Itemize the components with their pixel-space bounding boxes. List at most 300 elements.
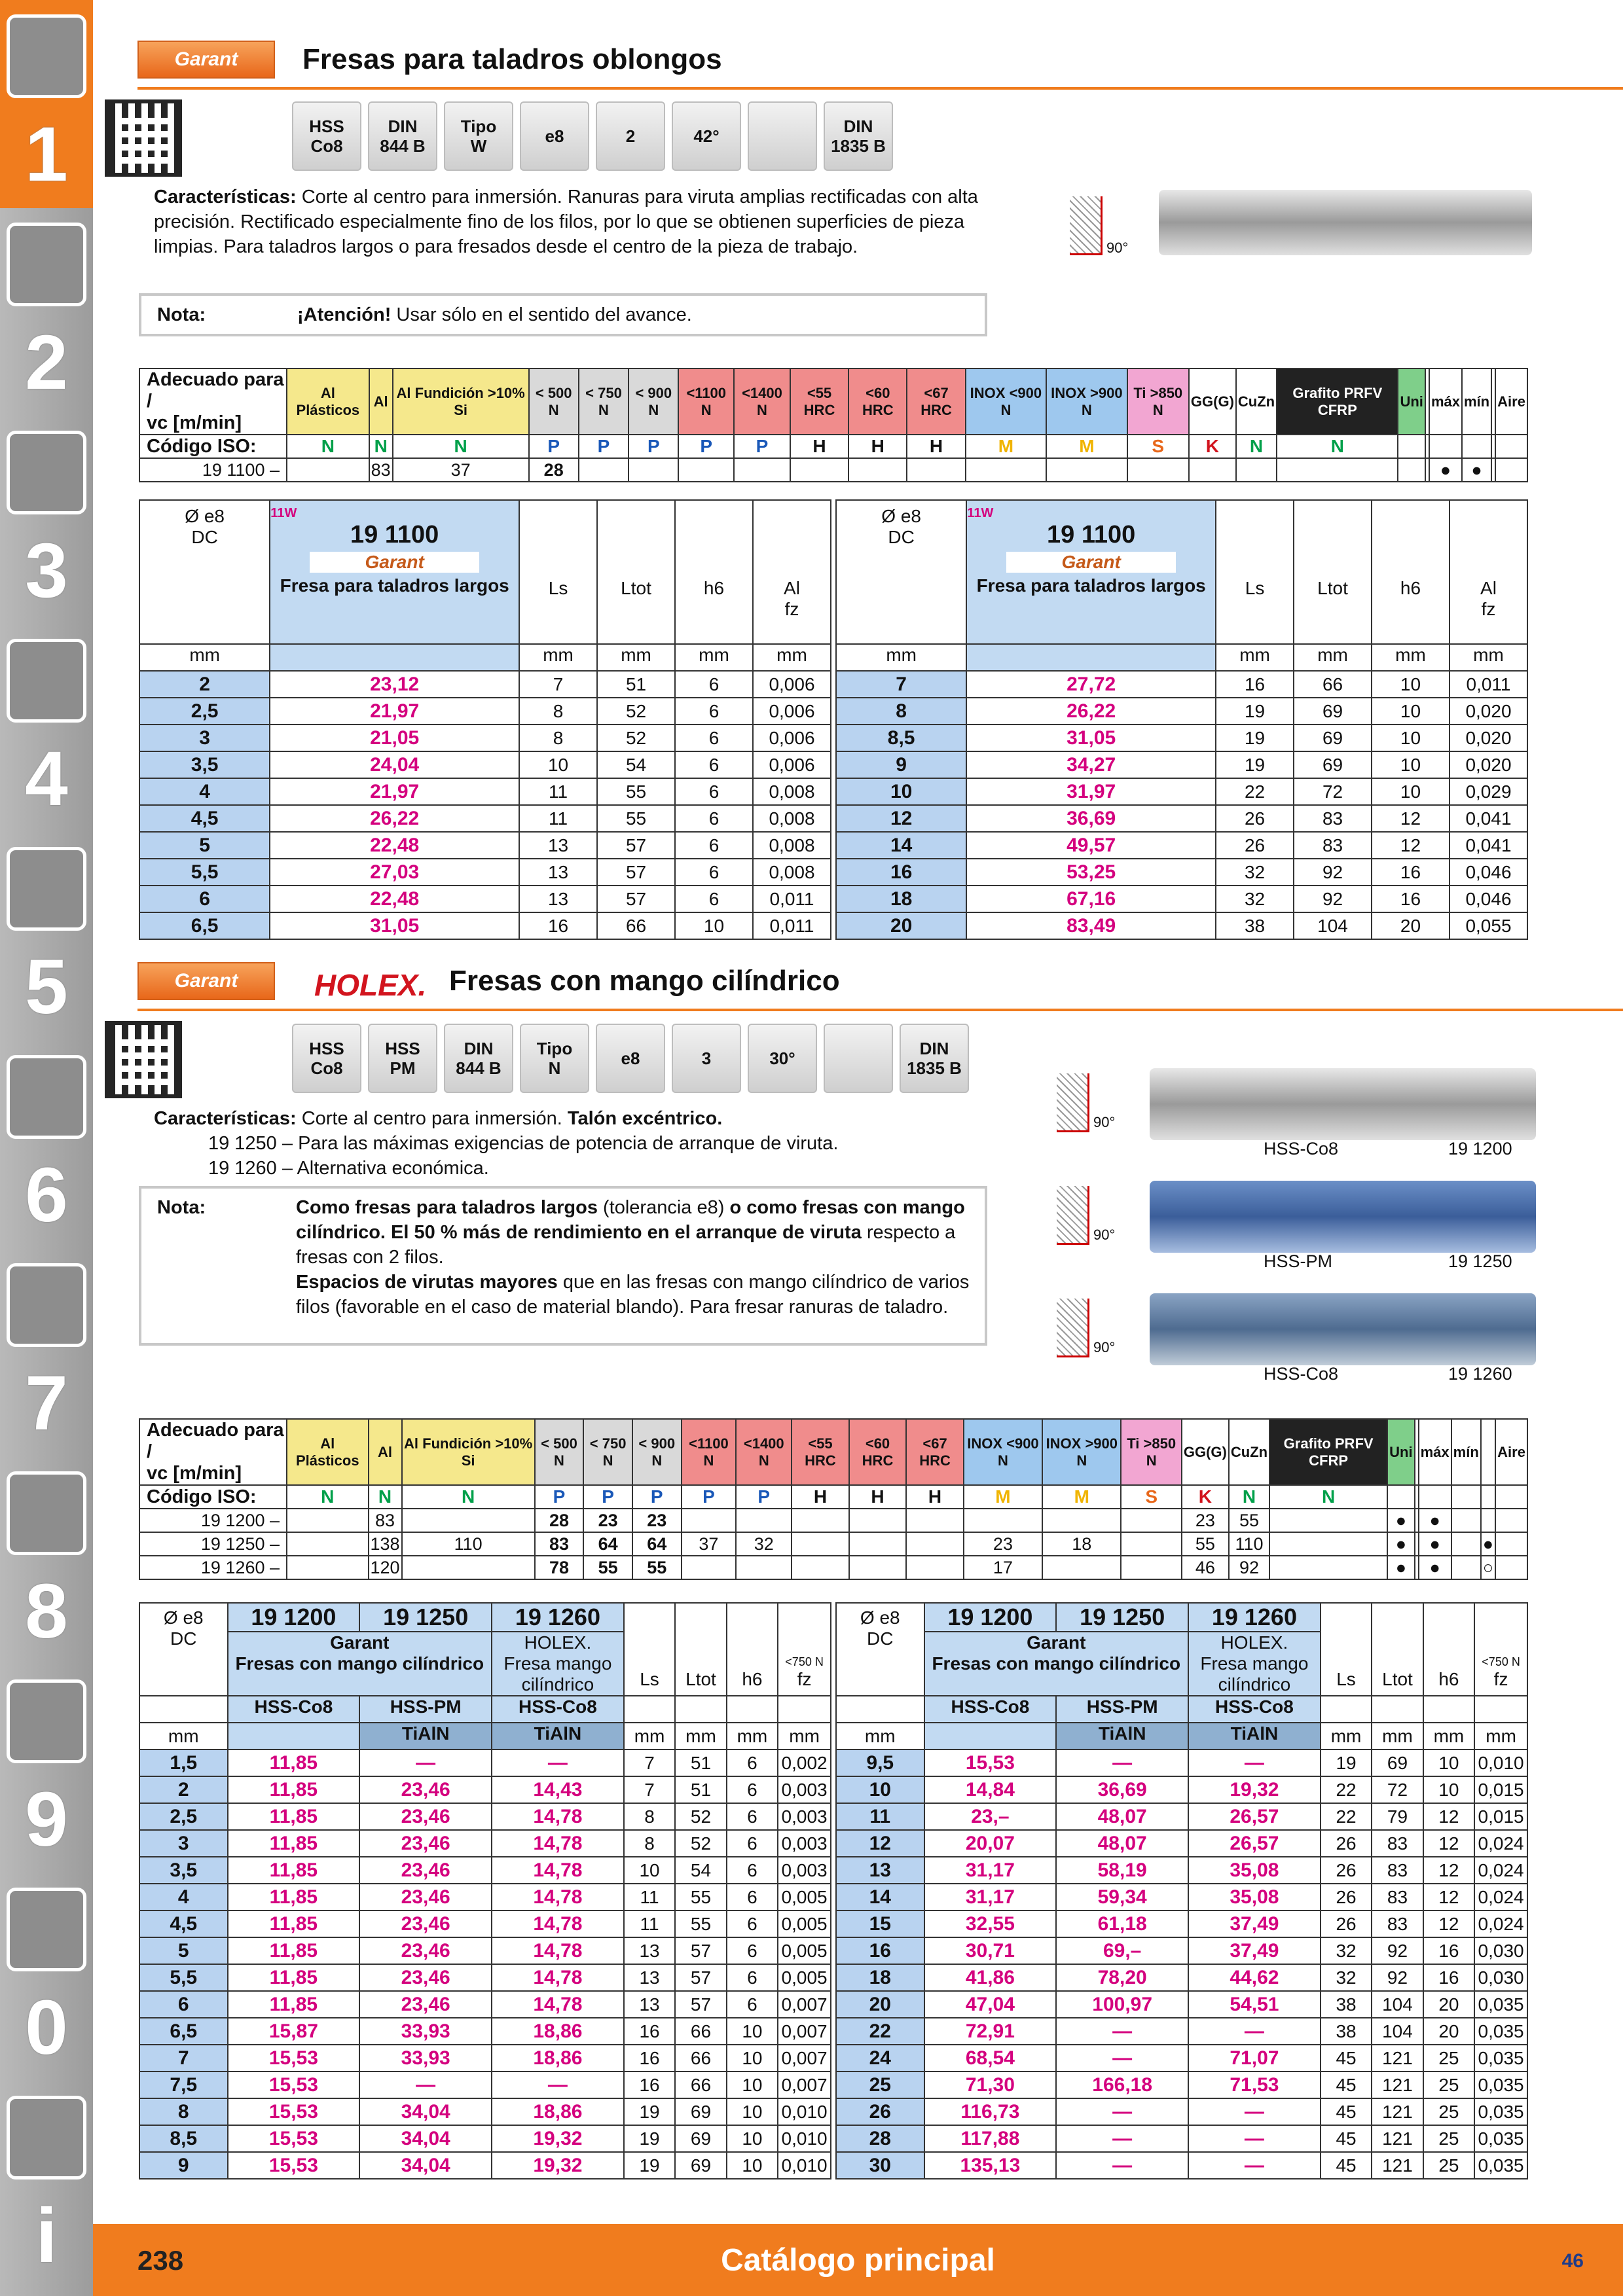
cutting-speed: 110 [402, 1532, 535, 1556]
sidebar-tab-4[interactable] [0, 624, 93, 833]
material-col: INOX <900 N [966, 368, 1046, 435]
table-row [836, 832, 1527, 859]
dim-value: 26 [1216, 832, 1294, 859]
header-cell: Ø e8 DC [139, 500, 270, 644]
iso-code: P [583, 1485, 632, 1509]
cutting-speed: ● [1429, 458, 1462, 482]
page-number: 238 [137, 2245, 184, 2276]
coating-cell: TiAlN [359, 1723, 492, 1749]
material-col: máx [1429, 368, 1462, 435]
cutting-speed: 36,69 [1056, 1776, 1188, 1803]
property-chip: HSS PM [368, 1024, 437, 1093]
dim-value: 7 [519, 671, 597, 698]
iso-code: H [792, 1485, 849, 1509]
cutting-speed [1451, 1509, 1481, 1532]
cutting-speed: 23,46 [359, 1803, 492, 1830]
cutting-speed: 34,04 [359, 2098, 492, 2125]
table-row [836, 1830, 1527, 1857]
dim-value: 22 [1321, 1803, 1372, 1830]
cutting-speed: — [1056, 1749, 1188, 1776]
iso-label: Código ISO: [139, 1485, 287, 1509]
diameter: 4 [139, 1884, 228, 1910]
dim-value: 10 [727, 2072, 778, 2098]
sidebar-tab-i[interactable] [0, 2081, 93, 2289]
dim-value: 0,011 [1450, 671, 1527, 698]
dim-value: 104 [1294, 912, 1372, 939]
dim-value: 12 [1423, 1910, 1474, 1937]
property-icons-2 [292, 1024, 969, 1093]
cutting-speed: 37 [393, 458, 529, 482]
dim-value: 16 [624, 2072, 675, 2098]
material-col: GG(G) [1182, 1419, 1229, 1485]
cutting-speed: ● [1419, 1509, 1451, 1532]
unit-cell [270, 644, 519, 671]
sidebar-tab-0[interactable] [0, 1873, 93, 2081]
table-row [836, 2072, 1527, 2098]
dim-value: 12 [1423, 1830, 1474, 1857]
diameter: 7,5 [139, 2072, 228, 2098]
section-title-1: Fresas para taladros oblongos [302, 43, 722, 75]
iso-code [1419, 1485, 1451, 1509]
dim-value: 10 [1372, 671, 1450, 698]
property-chip [824, 1024, 893, 1093]
material-col: < 500 N [535, 1419, 584, 1485]
unit-cell: mm [1321, 1723, 1372, 1749]
cutting-speed [849, 1532, 907, 1556]
dim-value: 12 [1372, 832, 1450, 859]
cutting-speed: 11,85 [228, 1830, 360, 1857]
iso-code: M [1042, 1485, 1121, 1509]
cutting-speed [682, 1509, 737, 1532]
tool-material: HSS-Co8 [1264, 1139, 1339, 1158]
dim-value: 20 [1423, 2018, 1474, 2045]
material-col: < 900 N [632, 1419, 682, 1485]
cutting-speed: 61,18 [1056, 1910, 1188, 1937]
iso-code: N [1277, 435, 1398, 458]
dim-value: 32 [1216, 859, 1294, 886]
unit-cell: mm [1372, 1723, 1423, 1749]
dim-value: 45 [1321, 2125, 1372, 2152]
sidebar-tab-9[interactable] [0, 1665, 93, 1873]
coating-cell: TiAlN [1056, 1723, 1188, 1749]
dim-value: 0,007 [778, 2045, 831, 2072]
sidebar-tab-6[interactable] [0, 1041, 93, 1249]
cutting-speed: 17 [964, 1556, 1042, 1579]
diameter: 3 [139, 1830, 228, 1857]
diameter: 6,5 [139, 912, 270, 939]
cutting-speed: 33,93 [359, 2018, 492, 2045]
diameter: 22 [836, 2018, 924, 2045]
dim-value: 0,006 [753, 725, 831, 751]
cutting-speed: ● [1481, 1532, 1495, 1556]
property-chip: e8 [520, 101, 589, 171]
cutting-speed: 78 [535, 1556, 584, 1579]
dim-value: 26 [1321, 1884, 1372, 1910]
dim-header [836, 500, 1527, 644]
article-header: 19 1250 [359, 1603, 492, 1632]
cutting-speed: 23,46 [359, 1991, 492, 2018]
dim-value: 11 [624, 1910, 675, 1937]
dim-value: 0,010 [778, 2098, 831, 2125]
cutting-speed [849, 1556, 907, 1579]
cutting-speed: 11,85 [228, 1937, 360, 1964]
tool-material: HSS-PM [1264, 1251, 1333, 1271]
catalog-title: Catálogo principal [721, 2243, 995, 2278]
article-header: 19 1200 [228, 1603, 360, 1632]
blank [675, 1696, 726, 1723]
chapter-0-icon [7, 1888, 86, 1971]
material-col: mín [1462, 368, 1491, 435]
iso-code [1462, 435, 1491, 458]
cutting-speed: 14,78 [492, 1910, 624, 1937]
cutting-speed [906, 1509, 964, 1532]
diameter: 5 [139, 1937, 228, 1964]
cutting-speed: 83,49 [966, 912, 1216, 939]
dim-value: 13 [624, 1964, 675, 1991]
cutting-speed: 14,78 [492, 1857, 624, 1884]
cutting-speed: 31,05 [270, 912, 519, 939]
suit-header-row [139, 368, 1527, 435]
dim-value: 6 [675, 698, 753, 725]
dim-value: 0,006 [753, 751, 831, 778]
chapter-number: 5 [25, 944, 68, 1030]
table-row [139, 2072, 831, 2098]
iso-code [1451, 1485, 1481, 1509]
cutting-speed: 138 [369, 1532, 402, 1556]
cutting-speed: 33,93 [359, 2045, 492, 2072]
dim-value: 121 [1372, 2045, 1423, 2072]
material-col: GG(G) [1189, 368, 1236, 435]
diameter: 9 [139, 2152, 228, 2179]
dim-value: 26 [1321, 1910, 1372, 1937]
header-cell: Ls [1216, 500, 1294, 644]
cutting-speed: 32 [736, 1532, 792, 1556]
dim-value: 8 [519, 698, 597, 725]
qr-code-icon[interactable] [105, 99, 182, 177]
dim-value: 0,002 [778, 1749, 831, 1776]
sidebar-tab-1[interactable] [0, 0, 93, 208]
unit-cell: mm [675, 644, 753, 671]
diameter: 12 [836, 1830, 924, 1857]
cutting-speed: 92 [1229, 1556, 1269, 1579]
sidebar-tab-8[interactable] [0, 1457, 93, 1665]
dim-value: 51 [675, 1749, 726, 1776]
dim-value: 11 [624, 1884, 675, 1910]
cutting-speed: — [359, 2072, 492, 2098]
table-row [139, 671, 831, 698]
cutting-speed [1398, 458, 1425, 482]
dim-value: 19 [1216, 751, 1294, 778]
dim-value: 121 [1372, 2152, 1423, 2179]
dim-value: 52 [597, 698, 675, 725]
cutting-speed [1121, 1509, 1181, 1532]
cutting-speed: ● [1419, 1556, 1451, 1579]
dim-value: 10 [727, 2045, 778, 2072]
angle-diagram [1057, 1073, 1089, 1132]
diameter: 3,5 [139, 751, 270, 778]
sidebar-tab-7[interactable] [0, 1249, 93, 1457]
dim-value: 57 [597, 886, 675, 912]
dimension-table-1-left [139, 499, 831, 940]
dim-value: 26 [1321, 1830, 1372, 1857]
iso-code [1495, 1485, 1527, 1509]
cutting-speed [1121, 1556, 1181, 1579]
unit-cell: mm [1216, 644, 1294, 671]
cutting-speed: — [1056, 2045, 1188, 2072]
iso-code: N [393, 435, 529, 458]
material-col: Aire [1495, 368, 1527, 435]
iso-code: N [369, 1485, 402, 1509]
cutting-speed: 34,27 [966, 751, 1216, 778]
dim-value: 0,010 [778, 2125, 831, 2152]
iso-code [1429, 435, 1462, 458]
cutting-speed: 49,57 [966, 832, 1216, 859]
dim-value: 6 [727, 1830, 778, 1857]
property-chip: HSS Co8 [292, 1024, 361, 1093]
property-chip: e8 [596, 1024, 665, 1093]
dim-value: 0,007 [778, 2072, 831, 2098]
table-row [836, 1991, 1527, 2018]
property-chip: DIN 844 B [444, 1024, 513, 1093]
cutting-speed [1269, 1556, 1387, 1579]
cutting-speed: 55 [632, 1556, 682, 1579]
table-row [139, 886, 831, 912]
iso-code: N [287, 435, 369, 458]
iso-code [1398, 435, 1425, 458]
dim-value: 92 [1294, 859, 1372, 886]
property-icons-1 [292, 101, 893, 171]
chapter-i-icon [7, 2096, 86, 2179]
dim-value: 6 [675, 671, 753, 698]
diameter: 16 [836, 1937, 924, 1964]
unit-cell: mm [139, 1723, 228, 1749]
dim-value: 45 [1321, 2098, 1372, 2125]
unit-cell: mm [1474, 1723, 1527, 1749]
cutting-speed: 21,05 [270, 725, 519, 751]
dim-value: 6 [675, 725, 753, 751]
material-col: Al [369, 368, 393, 435]
material-row [139, 1696, 831, 1723]
cutting-speed [1269, 1509, 1387, 1532]
material-cell: HSS-Co8 [228, 1696, 360, 1723]
article-header: 19 1250 [1056, 1603, 1188, 1632]
material-cell: HSS-Co8 [492, 1696, 624, 1723]
cutting-speed: — [1188, 2152, 1321, 2179]
material-col: < 750 N [583, 1419, 632, 1485]
material-col: < 900 N [629, 368, 678, 435]
diameter: 2,5 [139, 698, 270, 725]
iso-code: K [1182, 1485, 1229, 1509]
dim-value: 51 [597, 671, 675, 698]
dim-value: 10 [1423, 1776, 1474, 1803]
material-cell: HSS-PM [1056, 1696, 1188, 1723]
diameter: 12 [836, 805, 966, 832]
chapter-number: 3 [25, 528, 68, 614]
dim-value: 92 [1372, 1937, 1423, 1964]
sidebar-tab-3[interactable] [0, 416, 93, 624]
page-index: 46 [1561, 2250, 1584, 2272]
iso-code: H [848, 435, 907, 458]
dim-value: 0,055 [1450, 912, 1527, 939]
dim-value: 11 [519, 805, 597, 832]
dim-value: 10 [727, 2018, 778, 2045]
chapter-3-icon [7, 431, 86, 514]
dim-value: 0,041 [1450, 805, 1527, 832]
dim-value: 104 [1372, 1991, 1423, 2018]
diameter: 10 [836, 778, 966, 805]
dim-value: 0,035 [1474, 1991, 1527, 2018]
table-row [836, 671, 1527, 698]
dim-value: 22 [1216, 778, 1294, 805]
dim-value: 55 [675, 1884, 726, 1910]
table-row [139, 805, 831, 832]
diameter: 24 [836, 2045, 924, 2072]
dim-value: 0,007 [778, 1991, 831, 2018]
dim-value: 0,003 [778, 1830, 831, 1857]
cutting-speed: 23,46 [359, 1857, 492, 1884]
table-row [139, 1991, 831, 2018]
material-col: Al Plásticos [287, 1419, 369, 1485]
blank [1423, 1696, 1474, 1723]
cutting-speed [792, 1532, 849, 1556]
cutting-speed [579, 458, 629, 482]
diameter: 9,5 [836, 1749, 924, 1776]
cutting-speed: 15,87 [228, 2018, 360, 2045]
material-col: <1100 N [678, 368, 734, 435]
iso-code: K [1189, 435, 1236, 458]
dim-value: 0,006 [753, 671, 831, 698]
cutting-speed: — [1056, 2018, 1188, 2045]
dim-value: 51 [675, 1776, 726, 1803]
table-row [139, 751, 831, 778]
table-row [139, 2018, 831, 2045]
desc-cell: Garant Fresas con mango cilíndrico [924, 1632, 1189, 1696]
unit-cell: mm [836, 1723, 924, 1749]
section-header-1 [137, 41, 1623, 90]
dim-value: 13 [519, 886, 597, 912]
dim-value: 0,008 [753, 778, 831, 805]
diameter: 7 [836, 671, 966, 698]
iso-code: H [907, 435, 965, 458]
dim-value: 0,035 [1474, 2045, 1527, 2072]
cutting-speed [287, 1556, 369, 1579]
cutting-speed: 23 [1182, 1509, 1229, 1532]
unit-cell [966, 644, 1216, 671]
suitability-table-1 [139, 368, 1528, 482]
cutting-speed: 54,51 [1188, 1991, 1321, 2018]
dim-value: 0,035 [1474, 2098, 1527, 2125]
cutting-speed [402, 1509, 535, 1532]
coating-cell [228, 1723, 360, 1749]
table-row [139, 2125, 831, 2152]
cutting-speed: ● [1387, 1556, 1414, 1579]
cutting-speed: 20,07 [924, 1830, 1057, 1857]
cutting-speed [1481, 1509, 1495, 1532]
property-chip: DIN 1835 B [824, 101, 893, 171]
material-col: mín [1451, 1419, 1481, 1485]
diameter: 15 [836, 1910, 924, 1937]
dim-header [139, 1603, 831, 1632]
header-cell: Ltot [597, 500, 675, 644]
table-row [836, 1857, 1527, 1884]
material-col: Grafito PRFV CFRP [1277, 368, 1398, 435]
cutting-speed: 23 [583, 1509, 632, 1532]
chapter-number: 8 [25, 1568, 68, 1655]
qr-code-icon[interactable] [105, 1021, 182, 1098]
cutting-speed [734, 458, 790, 482]
table-row [836, 751, 1527, 778]
dim-value: 16 [1372, 859, 1450, 886]
material-col: <60 HRC [848, 368, 907, 435]
diameter: 8,5 [139, 2125, 228, 2152]
cutting-speed [1495, 1532, 1527, 1556]
cutting-speed [1042, 1556, 1121, 1579]
diameter: 6 [139, 1991, 228, 2018]
dim-value: 13 [519, 859, 597, 886]
cutting-speed: 23,12 [270, 671, 519, 698]
table-row [836, 2125, 1527, 2152]
dim-value: 16 [1372, 886, 1450, 912]
cutting-speed: 32,55 [924, 1910, 1057, 1937]
cutting-speed: 26,22 [966, 698, 1216, 725]
diameter: 25 [836, 2072, 924, 2098]
cutting-speed: 58,19 [1056, 1857, 1188, 1884]
dim-value: 0,010 [778, 2152, 831, 2179]
header-cell: Al fz [753, 500, 831, 644]
cutting-speed: 59,34 [1056, 1884, 1188, 1910]
suit-row [139, 1509, 1527, 1532]
cutting-speed: 68,54 [924, 2045, 1057, 2072]
sidebar-tab-5[interactable] [0, 833, 93, 1041]
dim-value: 0,035 [1474, 2018, 1527, 2045]
cutting-speed: 110 [1229, 1532, 1269, 1556]
sidebar-tab-2[interactable] [0, 208, 93, 416]
cutting-speed [736, 1509, 792, 1532]
material-col [1481, 1419, 1495, 1485]
dim-value: 0,035 [1474, 2125, 1527, 2152]
cutting-speed: 23 [964, 1532, 1042, 1556]
cutting-speed: 26,22 [270, 805, 519, 832]
dim-value: 19 [1216, 725, 1294, 751]
dim-value: 13 [624, 1937, 675, 1964]
table-row [139, 859, 831, 886]
diameter: 20 [836, 912, 966, 939]
unit-row [836, 644, 1527, 671]
dim-value: 13 [519, 832, 597, 859]
diameter: 1,5 [139, 1749, 228, 1776]
iso-code [1495, 435, 1527, 458]
cutting-speed: 69,– [1056, 1937, 1188, 1964]
dim-value: 79 [1372, 1803, 1423, 1830]
cutting-speed [1189, 458, 1236, 482]
table-row [139, 912, 831, 939]
dim-value: 0,024 [1474, 1857, 1527, 1884]
unit-cell: mm [1294, 644, 1372, 671]
note-box-2: Nota: Como fresas para taladros largos (tolerancia e8) o como fresas con mango cilíndrico. El 50 % más de rendimiento en el arranque de viruta respecto a fresas con 2 filos. Espacios de virutas mayores que en las fresas con mango cilíndrico de varios filos (favorable en el caso de material blando). Para fresar ranuras de taladro. [139, 1186, 987, 1346]
property-chip [748, 101, 817, 171]
dim-value: 69 [1294, 751, 1372, 778]
dim-value: 69 [1294, 698, 1372, 725]
cutting-speed: 31,97 [966, 778, 1216, 805]
iso-code: P [535, 1485, 584, 1509]
chapter-number: 6 [25, 1152, 68, 1238]
cutting-speed: 47,04 [924, 1991, 1057, 2018]
cutting-speed: 14,78 [492, 1884, 624, 1910]
holex-logo: HOLEX. [314, 968, 427, 1002]
cutting-speed: 11,85 [228, 1776, 360, 1803]
diameter: 14 [836, 1884, 924, 1910]
iso-code: S [1127, 435, 1189, 458]
